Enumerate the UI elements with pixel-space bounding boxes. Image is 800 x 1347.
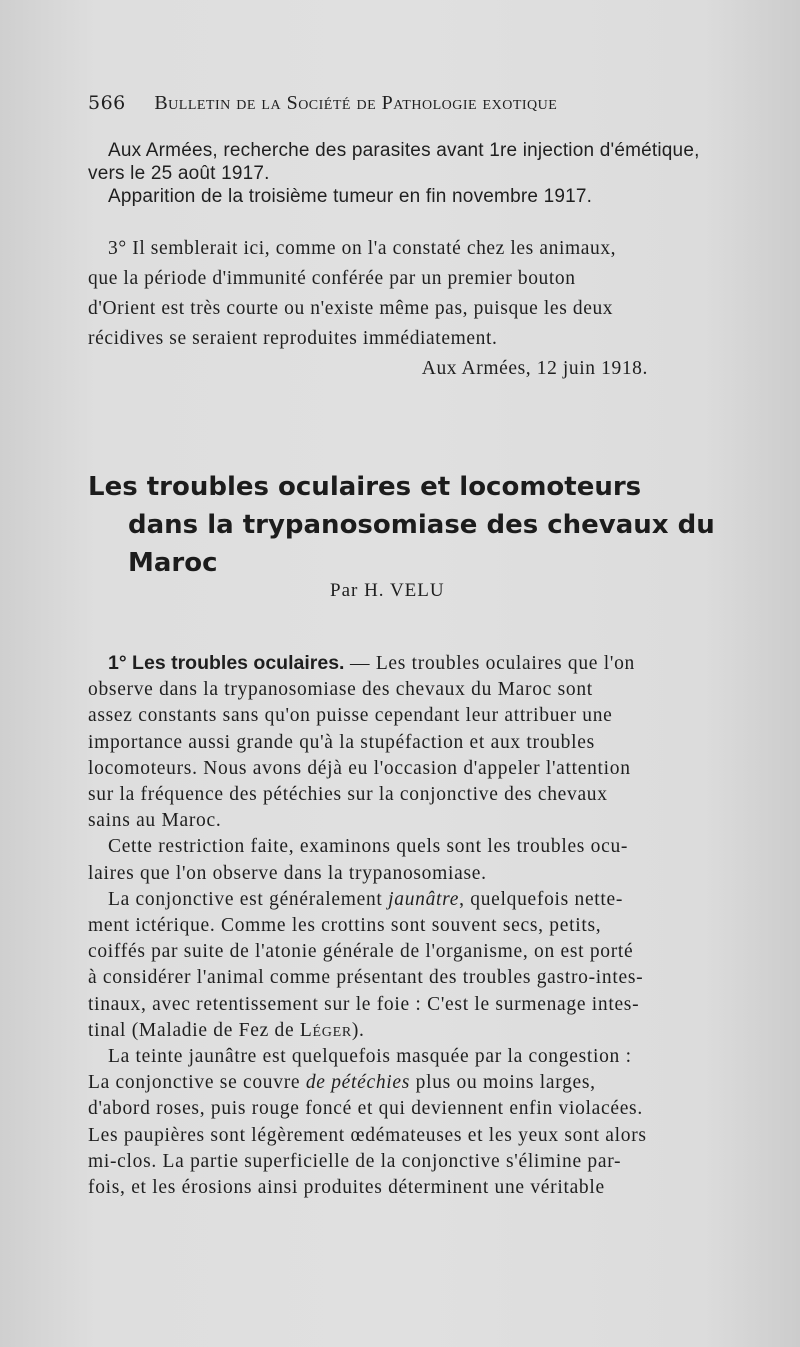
text-line: La conjonctive est généralement jaunâtre, quelquefois nette- (108, 888, 624, 910)
date-line: Aux Armées, 12 juin 1918. (421, 358, 648, 379)
text-line: récidives se seraient reproduites immédiatement. (88, 328, 498, 349)
article-title (88, 468, 738, 582)
author-name: Léger (299, 1019, 352, 1041)
text-line: assez constants sans qu'on puisse cependant leur attribuer une (88, 705, 613, 727)
journal-title: Bulletin de la Société de Pathologie exotique (154, 92, 558, 114)
point-3-paragraph (88, 234, 728, 384)
text-line: que la période d'immunité conférée par un premier bouton (88, 268, 576, 289)
text-line: tinaux, avec retentissement sur le foie : C'est le surmenage intes- (88, 993, 640, 1015)
text-line: laires que l'on observe dans la trypanosomiase. (88, 862, 487, 884)
text-line: importance aussi grande qu'à la stupéfaction et aux troubles (88, 731, 595, 753)
text-line: vers le 25 août 1917. (88, 163, 270, 184)
emphasis: jaunâtre (388, 888, 460, 910)
text-line: locomoteurs. Nous avons déjà eu l'occasion d'appeler l'attention (88, 757, 631, 779)
text-line: 3° Il semblerait ici, comme on l'a constaté chez les animaux, (108, 238, 617, 259)
running-header (88, 92, 708, 115)
text-line: observe dans la trypanosomiase des chevaux du Maroc sont (88, 679, 593, 701)
page-number: 566 (88, 92, 126, 114)
text-line: d'Orient est très courte ou n'existe même pas, puisque les deux (88, 298, 614, 319)
text-line: sur la fréquence des pétéchies sur la conjonctive des chevaux (88, 784, 608, 806)
text-line: mi-clos. La partie superficielle de la conjonctive s'élimine par- (88, 1150, 622, 1172)
emphasis: de pétéchies (305, 1072, 411, 1094)
text-line: ment ictérique. Comme les crottins sont souvent secs, petits, (88, 915, 602, 937)
text-line: Les paupières sont légèrement œdémateuses et les yeux sont alors (88, 1124, 647, 1146)
section-heading: 1° Les troubles oculaires. (108, 652, 345, 674)
text-line: tinal (Maladie de Fez de Léger). (88, 1019, 365, 1041)
byline: Par H. VELU (330, 580, 445, 601)
text-line: 1° Les troubles oculaires. — Les troubles oculaires que l'on (108, 652, 635, 674)
text-line: à considérer l'animal comme présentant des troubles gastro-intes- (88, 967, 644, 989)
text-line: La teinte jaunâtre est quelquefois masquée par la congestion : (108, 1046, 632, 1068)
article-title-line-2: dans la trypanosomiase des chevaux du Maroc (128, 510, 715, 578)
article-body (88, 650, 728, 1201)
text-line: fois, et les érosions ainsi produites déterminent une véritable (88, 1177, 605, 1199)
previous-article-end (88, 138, 728, 210)
text-line: sains au Maroc. (88, 810, 222, 832)
text-line: Cette restriction faite, examinons quels sont les troubles ocu- (108, 836, 629, 858)
text-line: coiffés par suite de l'atonie générale de l'organisme, on est porté (88, 941, 634, 963)
text-line: d'abord roses, puis rouge foncé et qui deviennent enfin violacées. (88, 1098, 643, 1120)
article-title-line-1: Les troubles oculaires et locomoteurs (88, 472, 642, 502)
text-line: Aux Armées, recherche des parasites avant 1re injection d'émétique, (108, 140, 700, 161)
text-line: Apparition de la troisième tumeur en fin novembre 1917. (108, 186, 593, 207)
text-line: La conjonctive se couvre de pétéchies plus ou moins larges, (88, 1072, 596, 1094)
